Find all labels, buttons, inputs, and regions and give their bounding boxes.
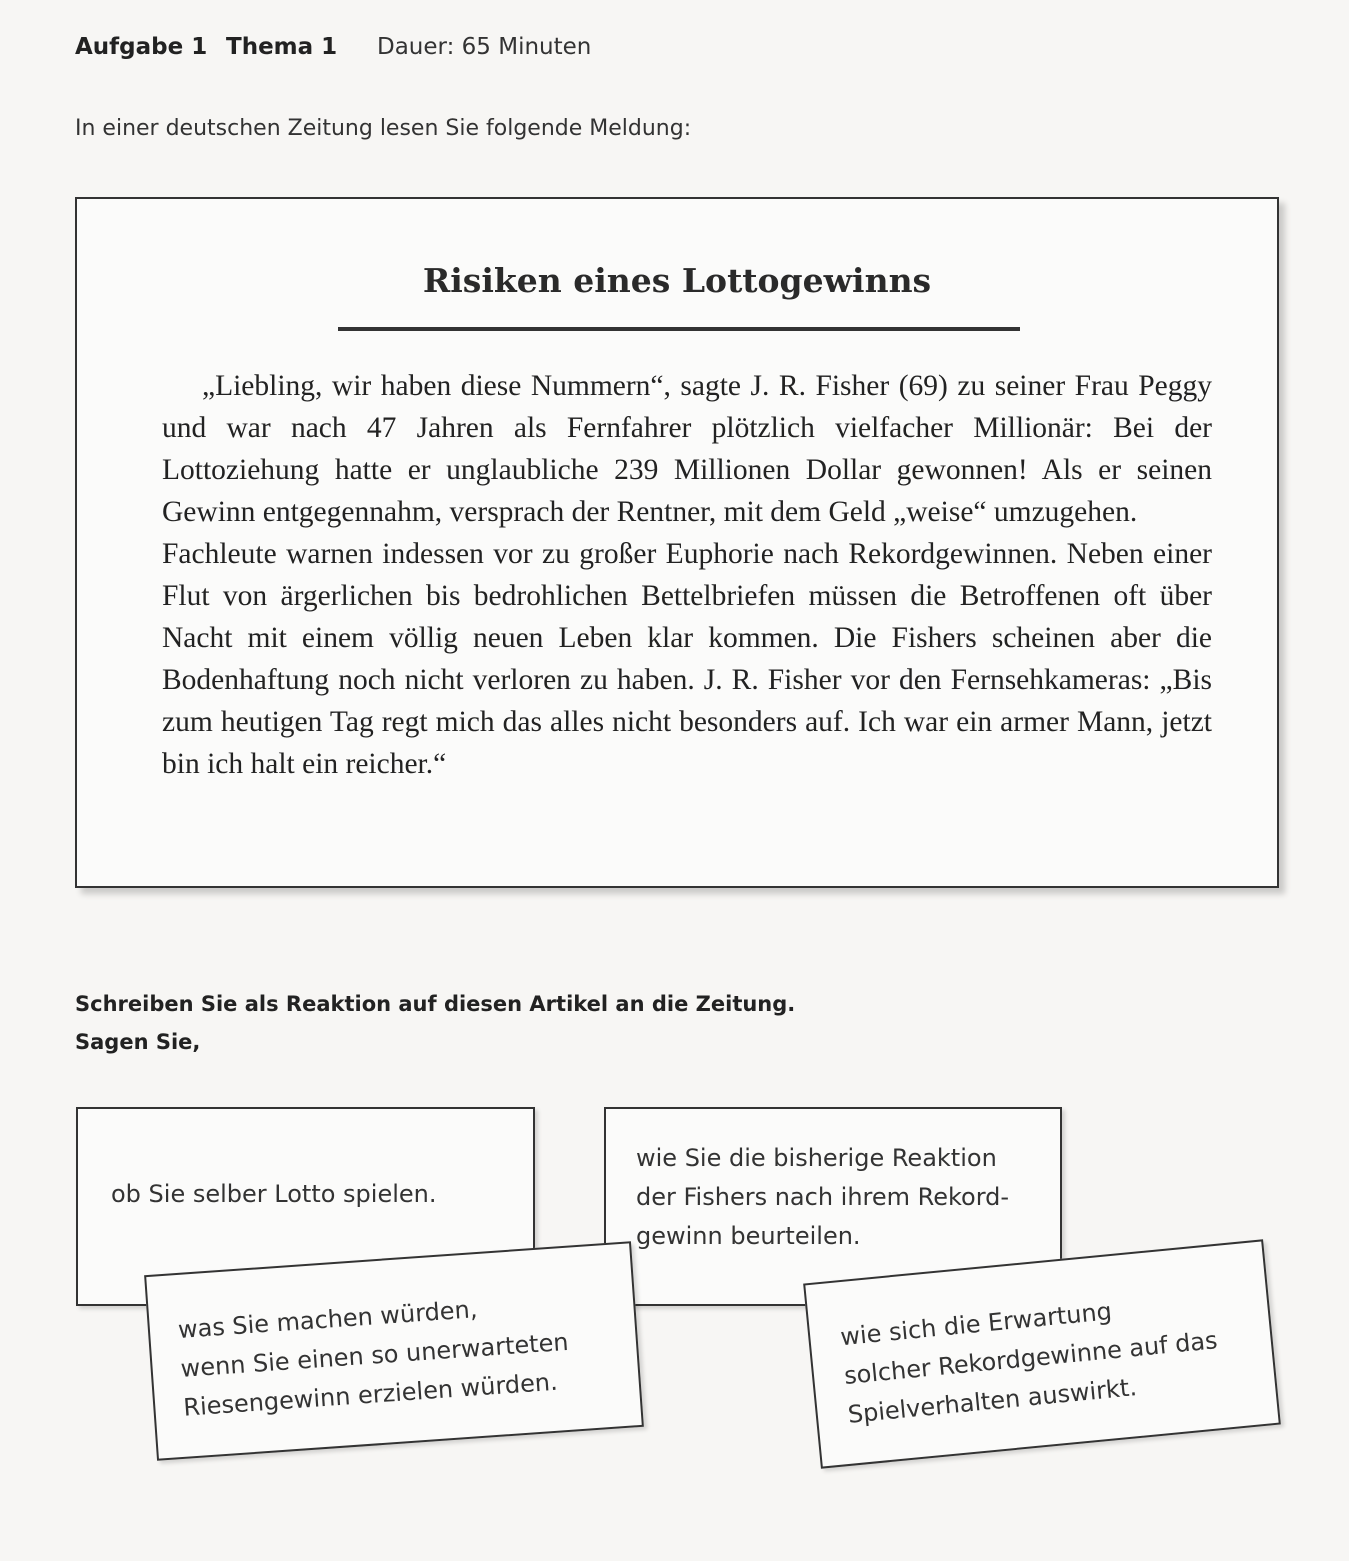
instructions — [75, 985, 795, 1061]
newspaper-article — [75, 197, 1279, 888]
article-paragraph-2: Fachleute warnen indessen vor zu großer Euphorie nach Rekordgewinnen. Neben einer Flut von ärgerlichen bis bedrohlichen Bettelbriefen müssen die Betroffenen oft über Nacht mit einem völlig neuen Leben klar kommen. Die Fishers scheinen aber die Bodenhaftung noch nicht verloren zu haben. J. R. Fisher vor den Fernsehkameras: „Bis zum heutigen Tag regt mich das alles nicht besonders auf. Ich war ein armer Mann, jetzt bin ich halt ein reicher.“ — [162, 538, 1212, 780]
task-number: Aufgabe 1 — [75, 34, 208, 60]
article-body — [162, 365, 1212, 785]
intro-text: In einer deutschen Zeitung lesen Sie folgende Meldung: — [75, 116, 692, 141]
article-paragraph-1: „Liebling, wir haben diese Nummern“, sagte J. R. Fisher (69) zu seiner Frau Peggy und war nach 47 Jahren als Fernfahrer plötzlich vielfacher Millionär: Bei der Lottoziehung hatte er unglaubliche 239 Millionen Dollar gewonnen! Als er seinen Gewinn entgegennahm, versprach der Rentner, mit dem Geld „weise“ umzugehen. — [162, 370, 1212, 528]
prompt-card-win — [144, 1241, 644, 1461]
prompt-card-text: wie sich die Erwartung solcher Rekordgewinne auf das Spielverhalten auswirkt. — [839, 1297, 1219, 1429]
instruction-line-2: Sagen Sie, — [75, 1030, 201, 1054]
prompt-card-text: ob Sie selber Lotto spielen. — [111, 1180, 437, 1208]
prompt-card-text: wie Sie die bisherige Reaktion der Fishers nach ihrem Rekord- gewinn beurteilen. — [636, 1144, 1010, 1250]
prompt-card-text: was Sie machen würden, wenn Sie einen so unerwarteten Riesengewinn erzielen würden. — [177, 1295, 570, 1422]
title-underline — [338, 327, 1020, 331]
theme-number: Thema 1 — [226, 34, 338, 60]
article-title: Risiken eines Lottogewinns — [422, 261, 932, 300]
instruction-line-1: Schreiben Sie als Reaktion auf diesen Artikel an die Zeitung. — [75, 992, 796, 1016]
duration-text: Dauer: 65 Minuten — [377, 34, 592, 60]
